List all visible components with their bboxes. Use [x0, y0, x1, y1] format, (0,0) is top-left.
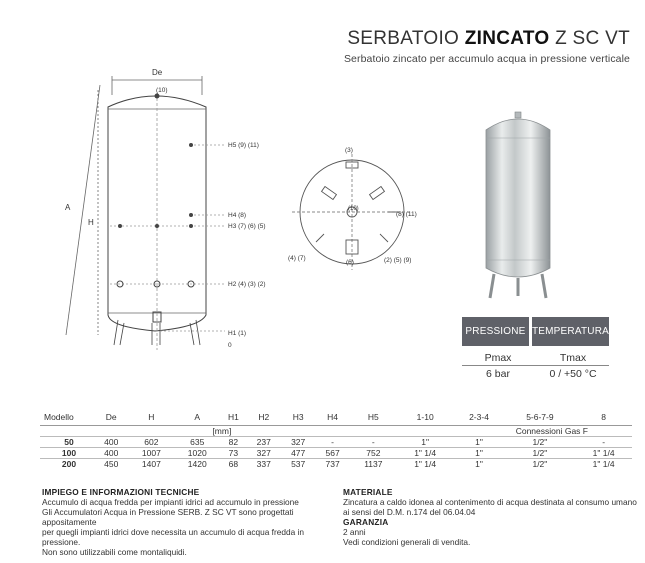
- cell: 327: [247, 448, 281, 459]
- tmax-value: 0 / +50 °C: [549, 368, 597, 380]
- unit-mm: [mm]: [94, 426, 350, 437]
- level-label-zero: 0: [228, 342, 232, 349]
- cell: 737: [315, 459, 349, 470]
- material-heading: MATERIALE: [343, 487, 393, 497]
- dimensions-table: [40, 408, 632, 469]
- cell: 1": [453, 437, 504, 448]
- cell: 567: [315, 448, 349, 459]
- cell: 1" 1/4: [397, 459, 454, 470]
- col-header: H5: [367, 411, 379, 422]
- cell: 450: [94, 459, 128, 470]
- cell: 1" 1/4: [575, 459, 632, 470]
- material-line: ai sensi del D.M. n.174 del 06.04.04: [343, 507, 476, 517]
- cell: 1/2": [505, 437, 576, 448]
- cell: -: [575, 437, 632, 448]
- top-view-label-8-11: (8) (11): [396, 211, 417, 218]
- table-row: [40, 437, 632, 448]
- col-header: 8: [601, 411, 606, 422]
- spec-divider: [462, 365, 609, 366]
- col-header: Modello: [44, 411, 74, 422]
- material-info: [343, 487, 638, 547]
- pressure-header: PRESSIONE: [462, 317, 529, 346]
- cell: 50: [40, 437, 94, 448]
- cell: 537: [281, 459, 315, 470]
- cell: 237: [247, 437, 281, 448]
- cell: -: [350, 437, 397, 448]
- cell: -: [315, 437, 349, 448]
- top-view-label-4-7: (4) (7): [288, 255, 306, 262]
- warranty-line: 2 anni: [343, 527, 366, 537]
- cell: 1/2": [505, 459, 576, 470]
- col-header: H1: [227, 411, 239, 422]
- cell: 82: [220, 437, 246, 448]
- col-header: 2-3-4: [469, 411, 489, 422]
- unit-connections: Connessioni Gas F: [350, 426, 632, 437]
- page-subtitle: Serbatoio zincato per accumulo acqua in pressione verticale: [343, 53, 630, 65]
- cell: 1": [453, 448, 504, 459]
- top-view-label-2-5-9: (2) (5) (9): [384, 257, 412, 264]
- col-header: 1-10: [416, 411, 434, 422]
- table-units-row: [40, 426, 632, 437]
- top-view-label-10: (10): [348, 206, 359, 212]
- tmax-label: Tmax: [559, 352, 587, 364]
- usage-line: Accumulo di acqua fredda per impianti idrici ad accumulo in pressione: [42, 497, 299, 507]
- page-title: SERBATOIO ZINCATO Z SC VT: [347, 28, 630, 49]
- cell: 477: [281, 448, 315, 459]
- spec-header: [462, 317, 609, 346]
- usage-line: per quegli impianti idrici dove necessita un accumulo di acqua fredda in pressione.: [42, 527, 304, 547]
- usage-line: Gli Accumulatori Acqua in Pressione SERB. Z SC VT sono progettati appositamente: [42, 507, 294, 527]
- usage-heading: IMPIEGO E INFORMAZIONI TECNICHE: [42, 487, 200, 497]
- material-line: Zincatura a caldo idonea al contenimento di acqua destinata al consumo umano: [343, 497, 637, 507]
- top-view-label-3: (3): [345, 147, 353, 154]
- tank-side-drawing: [40, 65, 280, 365]
- usage-info: [42, 487, 342, 557]
- cell: 635: [174, 437, 220, 448]
- cell: 1" 1/4: [575, 448, 632, 459]
- cell: 1" 1/4: [397, 448, 454, 459]
- cell: 602: [128, 437, 174, 448]
- col-header: A: [194, 411, 201, 422]
- col-header: H: [148, 411, 155, 422]
- warranty-line: Vedi condizioni generali di vendita.: [343, 537, 471, 547]
- level-label-h3: H3 (7) (6) (5): [228, 223, 266, 230]
- warranty-heading: GARANZIA: [343, 517, 389, 527]
- cell: 337: [247, 459, 281, 470]
- level-label-h4: H4 (8): [228, 212, 247, 219]
- cell: 200: [40, 459, 94, 470]
- table-row: [40, 448, 632, 459]
- cell: 68: [220, 459, 246, 470]
- level-label-h5: H5 (9) (11): [228, 142, 259, 149]
- table-row: [40, 459, 632, 470]
- a-label: A: [65, 203, 71, 212]
- table-header-row: [40, 408, 632, 426]
- top-view-label-6: (6): [346, 259, 354, 266]
- cell: 1007: [128, 448, 174, 459]
- temperature-header: TEMPERATURA: [532, 317, 609, 346]
- pmax-value: 6 bar: [486, 368, 510, 380]
- top-connection-label: (10): [156, 87, 168, 94]
- cell: 327: [281, 437, 315, 448]
- col-header: 5-6-7-9: [526, 411, 554, 422]
- level-label-h1: H1 (1): [228, 330, 247, 337]
- de-label: De: [152, 68, 163, 77]
- cell: 1137: [350, 459, 397, 470]
- cell: 400: [94, 437, 128, 448]
- usage-line: Non sono utilizzabili come montaliquidi.: [42, 547, 187, 557]
- level-label-h2: H2 (4) (3) (2): [228, 281, 266, 288]
- tank-product-image: [482, 108, 554, 304]
- cell: 1020: [174, 448, 220, 459]
- col-header: H3: [292, 411, 304, 422]
- cell: 73: [220, 448, 246, 459]
- pmax-label: Pmax: [484, 352, 512, 364]
- tank-top-view: [282, 140, 422, 280]
- cell: 1420: [174, 459, 220, 470]
- h-label: H: [88, 218, 94, 227]
- cell: 1": [453, 459, 504, 470]
- cell: 752: [350, 448, 397, 459]
- cell: 100: [40, 448, 94, 459]
- cell: 400: [94, 448, 128, 459]
- cell: 1": [397, 437, 454, 448]
- cell: 1/2": [505, 448, 576, 459]
- cell: 1407: [128, 459, 174, 470]
- col-header: H2: [258, 411, 270, 422]
- col-header: H4: [327, 411, 339, 422]
- col-header: De: [105, 411, 117, 422]
